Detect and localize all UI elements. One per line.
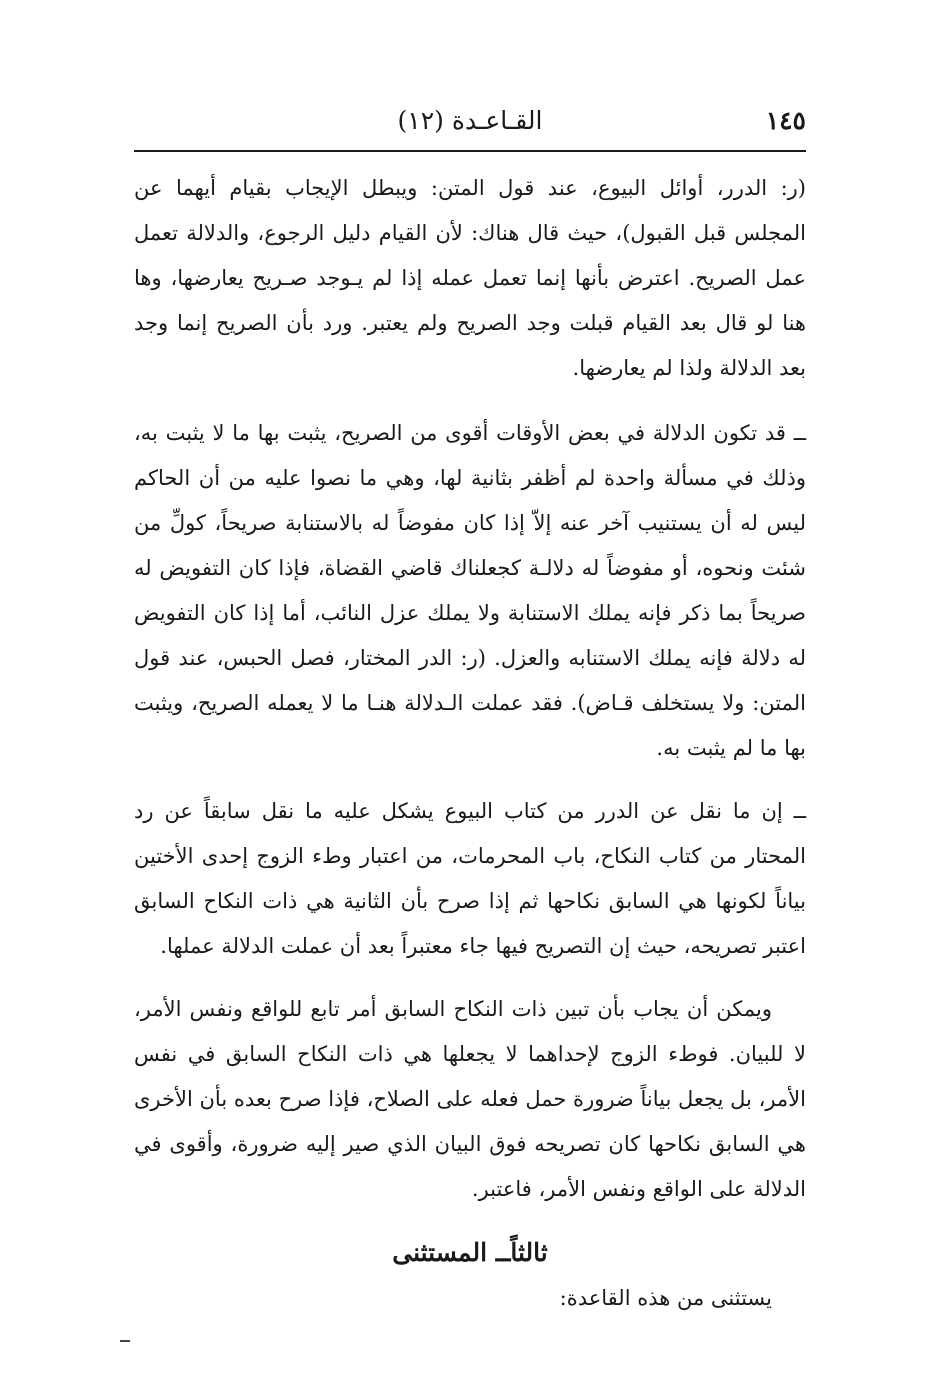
page-body (134, 166, 806, 1321)
intro-line: يستثنى من هذه القاعدة: (559, 1286, 772, 1310)
header-rule (134, 150, 806, 152)
scan-mark (120, 1340, 130, 1342)
paragraph: ويمكن أن يجاب بأن تبين ذات النكاح السابق أمر تابع للواقع ونفس الأمر، لا للبيان. فوطء الزوج لإحداهما لا يجعلها هي ذات النكاح السابق في نفس الأمر، بل يجعل بياناً ضرورة حمل فعله على الصلاح، فإذا صرح بعده بأن الأخرى هي السابق نكاحها كان تصريحه فوق البيان الذي صير إليه ضرورة، وأقوى في الدلالة على الواقع ونفس الأمر، فاعتبر. (134, 997, 806, 1201)
running-title: القـاعـدة (١٢) (397, 106, 543, 135)
paragraph: ــ قد تكون الدلالة في بعض الأوقات أقوى من الصريح، يثبت بها ما لا يثبت به، وذلك في مسألة واحدة لم أظفر بثانية لها، وهي ما نصوا عليه من أن الحاكم ليس له أن يستنيب آخر عنه إلاّ إذا كان مفوضاً له بالاستنابة صريحاً، كولِّ من شئت ونحوه، أو مفوضاً له دلالـة كجعلناك قاضي القضاة، فإذا كان التفويض له صريحاً بما ذكر فإنه يملك الاستنابة ولا يملك عزل النائب، أما إذا كان التفويض له دلالة فإنه يملك الاستنابه والعزل. (ر: الدر المختار، فصل الحبس، عند قول المتن: ولا يستخلف قـاض). فقد عملت الـدلالة هنـا ما لا يعمله الصريح، ويثبت بها ما لم يثبت به. (134, 421, 806, 760)
page-header (134, 104, 806, 144)
paragraph: ــ إن ما نقل عن الدرر من كتاب البيوع يشكل عليه ما نقل سابقاً عن رد المحتار من كتاب النكاح، باب المحرمات، من اعتبار وطء الزوج إحدى الأختين بياناً لكونها هي السابق نكاحها ثم إذا صرح بأن الثانية هي ذات النكاح السابق اعتبر تصريحه، حيث إن التصريح فيها جاء معتبراً بعد أن عملت الدلالة عملها. (134, 799, 806, 958)
page-number: ١٤٥ (765, 106, 806, 135)
section-heading: ثالثاًــ المستثنى (392, 1238, 548, 1267)
paragraph: (ر: الدرر، أوائل البيوع، عند قول المتن: ويبطل الإيجاب بقيام أيهما عن المجلس قبل القبول)، حيث قال هناك: لأن القيام دليل الرجوع، والدلالة تعمل عمل الصريح. اعترض بأنها إنما تعمل عمله إذا لم يـوجد صـريح يعارضها، وها هنا لو قال بعد القيام قبلت وجد الصريح ولم يعتبر. ورد بأن الصريح إنما وجد بعد الدلالة ولذا لم يعارضها. (134, 176, 806, 380)
